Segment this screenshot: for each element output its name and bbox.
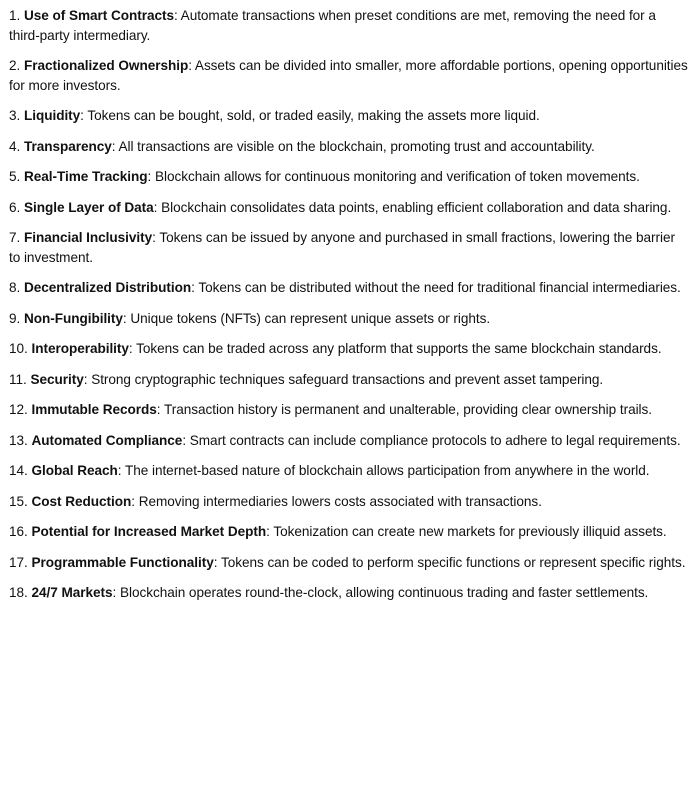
item-text: : Tokens can be coded to perform specific functions or represent specific rights. — [213, 554, 686, 570]
item-text: : Smart contracts can include compliance protocols to adhere to legal requirements. — [182, 432, 681, 448]
list-item — [9, 309, 688, 329]
item-number: 8. — [9, 280, 21, 295]
item-number: 13. — [9, 432, 28, 448]
list-item — [9, 461, 688, 481]
list-item — [9, 339, 688, 359]
item-number: 2. — [9, 58, 21, 73]
list-item — [9, 6, 688, 45]
item-term: Liquidity — [23, 108, 81, 123]
item-term: Global Reach — [31, 463, 118, 478]
item-number: 7. — [9, 230, 21, 245]
item-number: 15. — [9, 493, 28, 509]
item-number: 9. — [9, 310, 21, 326]
item-term: Non-Fungibility — [23, 310, 123, 326]
item-number: 17. — [9, 554, 28, 570]
item-text: : Blockchain operates round-the-clock, allowing continuous trading and faster settlements. — [112, 585, 649, 600]
list-item — [9, 522, 688, 542]
list-item — [9, 228, 688, 267]
list-item — [9, 400, 688, 420]
item-number: 4. — [9, 138, 21, 154]
item-number: 1. — [9, 8, 21, 23]
item-text: : Strong cryptographic techniques safeguard transactions and prevent asset tampering. — [83, 371, 604, 387]
item-term: Potential for Increased Market Depth — [31, 524, 267, 539]
item-text: : Tokens can be distributed without the need for traditional financial intermediaries. — [191, 280, 681, 295]
benefits-list — [9, 6, 688, 603]
item-number: 3. — [9, 108, 21, 123]
item-term: Use of Smart Contracts — [23, 8, 174, 23]
item-term: Security — [30, 371, 84, 387]
item-term: Cost Reduction — [31, 493, 132, 509]
item-text: : Automate transactions when preset conditions are met, removing the need for a third-party intermediary. — [9, 8, 656, 43]
item-text: : Blockchain allows for continuous monitoring and verification of token movements. — [147, 169, 640, 184]
item-term: Interoperability — [31, 341, 129, 356]
list-item — [9, 56, 688, 95]
item-number: 5. — [9, 169, 21, 184]
item-term: Decentralized Distribution — [23, 280, 192, 295]
item-term: 24/7 Markets — [31, 585, 113, 600]
item-term: Financial Inclusivity — [23, 230, 153, 245]
item-term: Transparency — [23, 138, 112, 154]
item-term: Fractionalized Ownership — [23, 58, 189, 73]
item-text: : Unique tokens (NFTs) can represent unique assets or rights. — [122, 310, 491, 326]
list-item — [9, 583, 688, 603]
item-text: : Blockchain consolidates data points, enabling efficient collaboration and data sharing. — [153, 199, 672, 215]
list-item — [9, 553, 688, 573]
item-number: 12. — [9, 402, 28, 417]
item-text: : All transactions are visible on the blockchain, promoting trust and accountability. — [111, 138, 595, 154]
item-term: Programmable Functionality — [31, 554, 214, 570]
item-term: Single Layer of Data — [23, 199, 154, 215]
item-text: : Assets can be divided into smaller, more affordable portions, opening opportunities for more investors. — [9, 58, 688, 93]
list-item — [9, 137, 688, 157]
item-text: : Tokens can be bought, sold, or traded easily, making the assets more liquid. — [80, 108, 540, 123]
item-text: : Tokens can be issued by anyone and purchased in small fractions, lowering the barrier to investment. — [9, 230, 675, 265]
item-text: : Removing intermediaries lowers costs associated with transactions. — [131, 493, 542, 509]
list-item — [9, 370, 688, 390]
item-term: Real-Time Tracking — [23, 169, 148, 184]
list-item — [9, 431, 688, 451]
item-text: : Transaction history is permanent and unalterable, providing clear ownership trails. — [156, 402, 652, 417]
item-number: 11. — [9, 371, 27, 387]
item-number: 6. — [9, 199, 21, 215]
item-number: 16. — [9, 524, 28, 539]
item-number: 10. — [9, 341, 28, 356]
list-item — [9, 198, 688, 218]
item-number: 18. — [9, 585, 28, 600]
item-term: Immutable Records — [31, 402, 157, 417]
list-item — [9, 492, 688, 512]
item-text: : Tokenization can create new markets for previously illiquid assets. — [266, 524, 667, 539]
item-text: : The internet-based nature of blockchain allows participation from anywhere in the world. — [117, 463, 650, 478]
item-term: Automated Compliance — [31, 432, 183, 448]
item-number: 14. — [9, 463, 28, 478]
list-item — [9, 167, 688, 187]
list-item — [9, 106, 688, 126]
item-text: : Tokens can be traded across any platform that supports the same blockchain standards. — [128, 341, 662, 356]
list-item — [9, 278, 688, 298]
